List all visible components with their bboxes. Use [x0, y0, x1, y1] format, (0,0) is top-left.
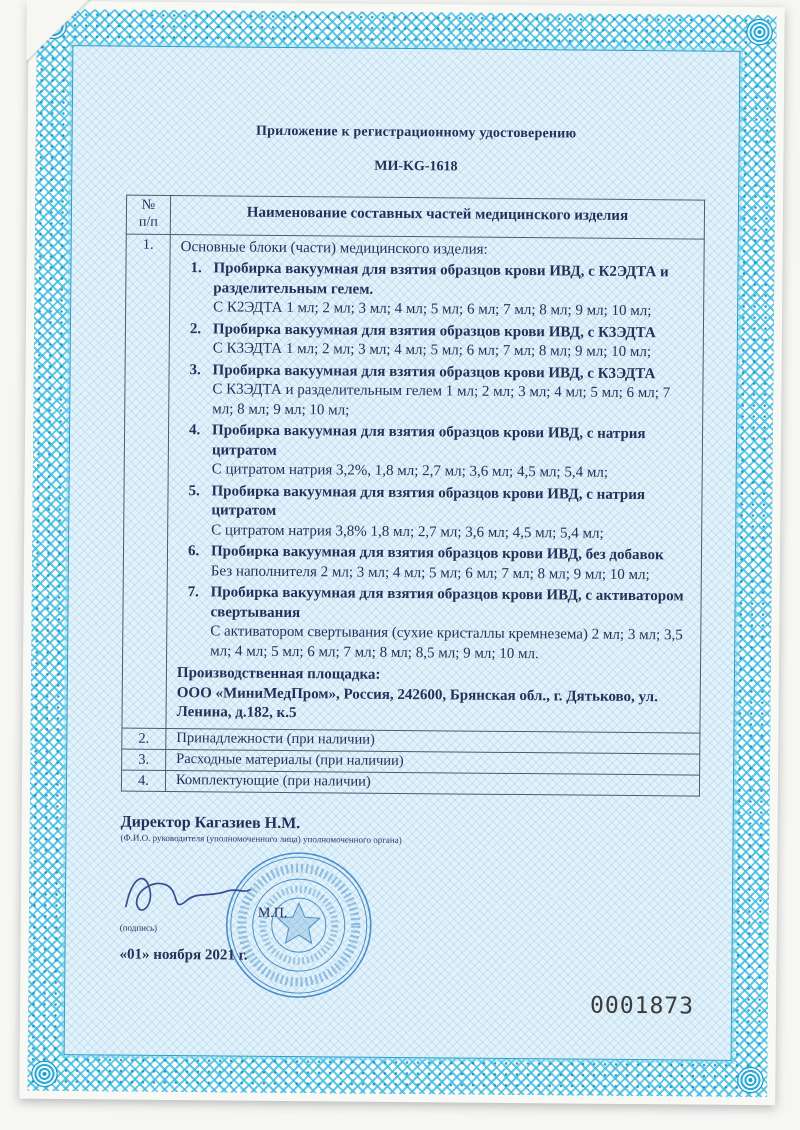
- component-title: Пробирка вакуумная для взятия образцов крови ИВД, без добавок: [210, 543, 664, 564]
- component-detail: С К3ЭДТА и разделительным гелем 1 мл; 2 мл; 3 мл; 4 мл; 5 мл; 6 мл; 7 мл; 8 мл; 9 мл; 10 мл;: [212, 381, 671, 419]
- component-item: [179, 361, 694, 424]
- signature-area: [119, 846, 700, 1036]
- signature-stroke: [122, 866, 254, 923]
- components-table: [121, 195, 705, 797]
- row1-intro: Основные блоки (части) медицинского изделия:: [180, 238, 488, 258]
- seal-place-label: М.П.: [257, 905, 288, 921]
- component-detail: С К3ЭДТА 1 мл; 2 мл; 3 мл; 4 мл; 5 мл; 6 мл; 7 мл; 8 мл; 9 мл; 10 мл;: [212, 340, 652, 361]
- component-title: Пробирка вакуумная для взятия образцов крови ИВД, с натрия цитратом: [211, 422, 646, 459]
- signature-caption: (подпись): [119, 922, 158, 933]
- component-title: Пробирка вакуумная для взятия образцов крови ИВД, с К3ЭДТА: [212, 320, 656, 341]
- production-site-label: Производственная площадка:: [176, 665, 381, 683]
- director-note: (Ф.И.О. руководителя (уполномоченного лица) уполномоченного органа): [120, 832, 402, 845]
- table-header-row: [126, 195, 704, 239]
- component-detail: С цитратом натрия 3,2%, 1,8 мл; 2,7 мл; 3,6 мл; 4,5 мл; 5,4 мл;: [211, 461, 609, 481]
- row-number: 4.: [121, 770, 165, 791]
- production-site-value: ООО «МиниМедПром», Россия, 242600, Брянская обл., г. Дятьково, ул. Ленина, д.182, к.5: [176, 684, 658, 722]
- table-row: [122, 234, 704, 733]
- row-content: Комплектующие (при наличии): [165, 770, 699, 796]
- component-item: [178, 542, 693, 585]
- director-name: Директор Кагазиев Н.М.: [120, 813, 301, 832]
- table-row: [121, 770, 699, 796]
- component-item: [180, 320, 695, 363]
- row-content: Расходные материалы (при наличии): [166, 749, 700, 775]
- page-fold-corner: [26, 0, 91, 63]
- component-title: Пробирка вакуумная для взятия образцов крови ИВД, с активатором свертывания: [210, 584, 684, 621]
- component-title: Пробирка вакуумная для взятия образцов крови ИВД, с натрия цитратом: [211, 482, 646, 519]
- header-number-column: № п/п: [126, 195, 170, 234]
- component-item: [177, 583, 693, 665]
- component-title: Пробирка вакуумная для взятия образцов крови ИВД, с К3ЭДТА: [212, 361, 656, 382]
- row-number: 2.: [122, 728, 166, 749]
- page-title: Приложение к регистрационному удостоверению: [255, 123, 577, 142]
- row-number: 1.: [122, 234, 170, 728]
- components-list: [177, 259, 695, 665]
- component-detail: С активатором свертывания (сухие кристаллы кремнезема) 2 мл; 3 мл; 3,5 мл; 4 мл; 5 мл; 6 мл; 7 мл; 8 мл; 8,5 мл; 9 мл; 10 мл.: [210, 623, 683, 662]
- row-content: [166, 234, 704, 733]
- corner-rosette-icon: [28, 1058, 60, 1090]
- document-body: [64, 45, 741, 1061]
- row-number: 3.: [122, 749, 166, 770]
- header-name-column: Наименование составных частей медицинского изделия: [170, 195, 704, 238]
- row-content: Принадлежности (при наличии): [166, 728, 700, 754]
- corner-rosette-icon: [734, 1064, 766, 1096]
- issue-date: «01» ноября 2021 г.: [119, 946, 248, 964]
- form-serial-number: 0001873: [590, 992, 695, 1020]
- component-title: Пробирка вакуумная для взятия образцов крови ИВД, с К2ЭДТА и разделительным гелем.: [213, 260, 669, 298]
- component-detail: Без наполнителя 2 мл; 3 мл; 4 мл; 5 мл; 6 мл; 7 мл; 8 мл; 9 мл; 10 мл;: [210, 562, 650, 583]
- component-detail: С цитратом натрия 3,8% 1,8 мл; 2,7 мл; 3,6 мл; 4,5 мл; 5,4 мл;: [211, 521, 604, 542]
- component-item: [180, 259, 695, 322]
- registration-number: МИ-KG-1618: [374, 158, 458, 175]
- corner-rosette-icon: [743, 16, 775, 48]
- component-item: [179, 421, 694, 484]
- component-detail: С К2ЭДТА 1 мл; 2 мл; 3 мл; 4 мл; 5 мл; 6 мл; 7 мл; 8 мл; 9 мл; 10 мл;: [213, 299, 652, 320]
- document-sheet: [19, 1, 785, 1106]
- component-item: [178, 482, 693, 545]
